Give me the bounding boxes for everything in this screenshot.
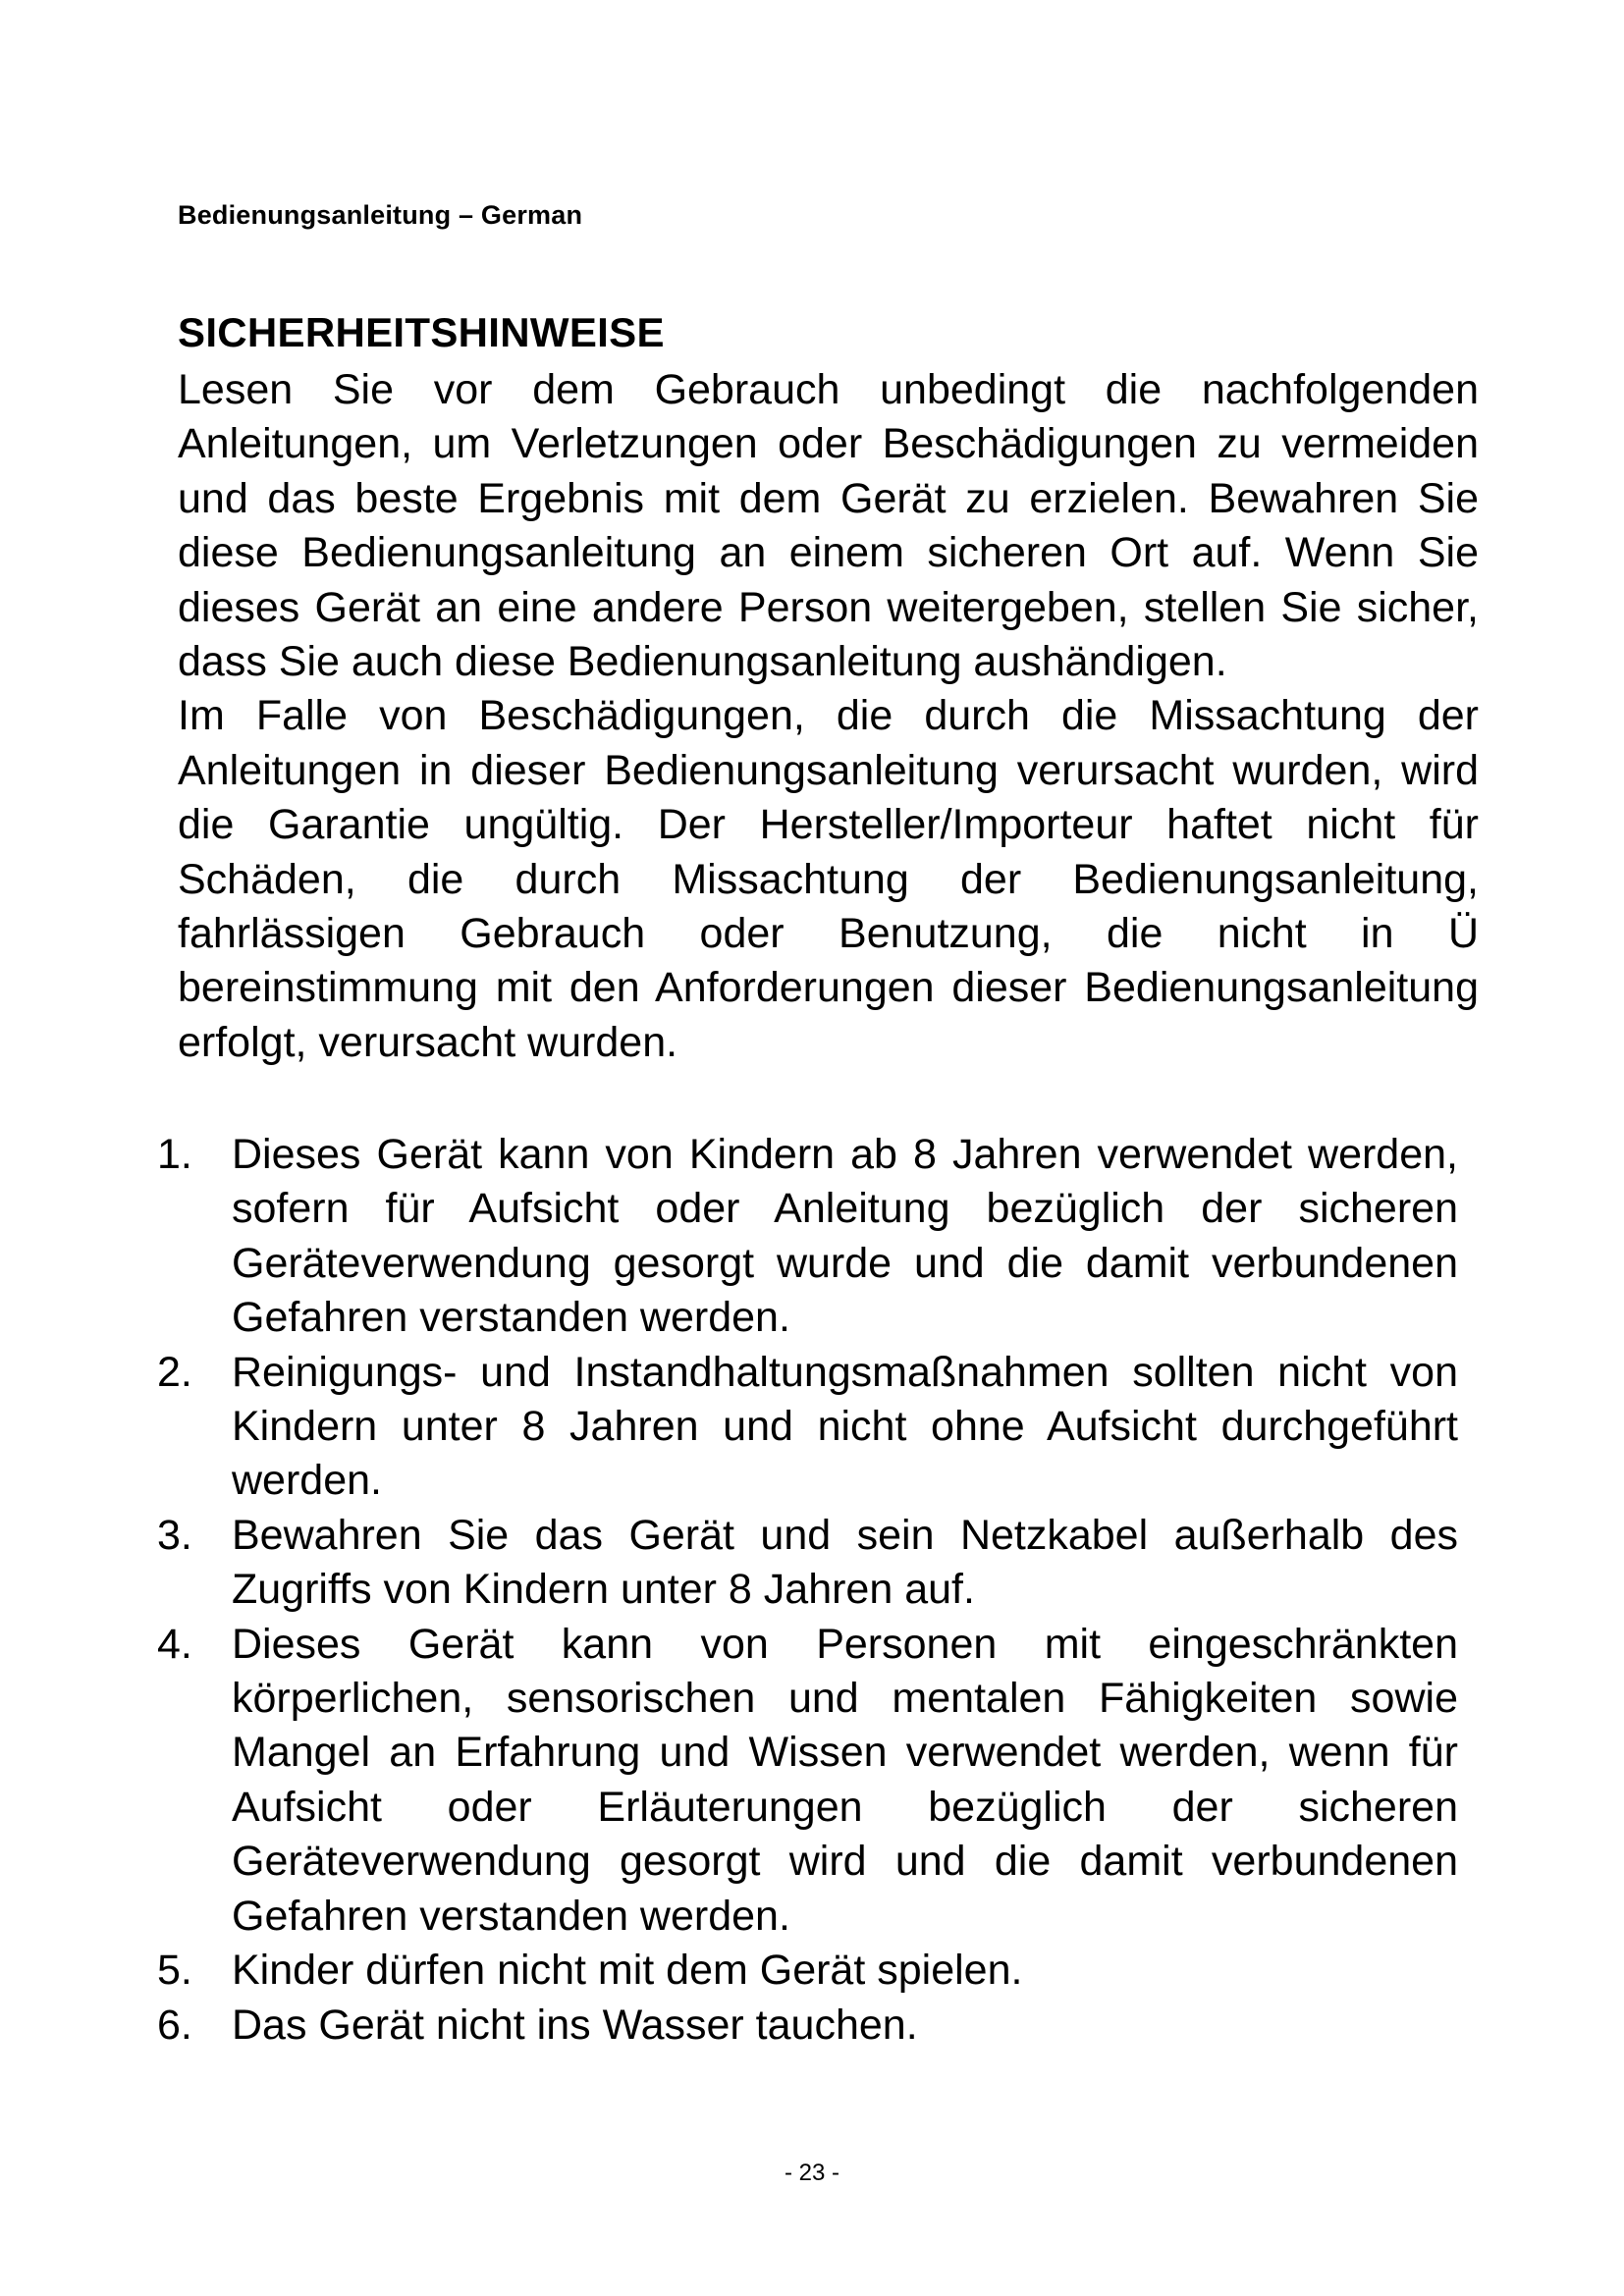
list-item-text: Dieses Gerät kann von Personen mit eingeschränkten körperlichen, sensorischen und mentalen Fähigkeiten sowie Mangel an Erfahrung und Wissen verwendet werden, wenn für Aufsicht oder Erläuterungen bezüglich der sicheren Geräteverwendung gesorgt wird und die damit verbundenen Gefahren verstanden werden. [232, 1620, 1458, 1940]
list-item-number: 5. [157, 1947, 192, 1995]
list-item-text: Dieses Gerät kann von Kindern ab 8 Jahren verwendet werden, sofern für Aufsicht oder Anleitung bezüglich der sicheren Geräteverwendung gesorgt wurde und die damit verbundenen Gefahren verstanden werden. [232, 1131, 1458, 1342]
list-item [157, 1509, 1458, 1618]
list-item-text: Das Gerät nicht ins Wasser tauchen. [232, 2001, 918, 2049]
list-item-number: 2. [157, 1348, 192, 1396]
list-item-number: 1. [157, 1131, 192, 1178]
intro-paragraph: Lesen Sie vor dem Gebrauch unbedingt die nachfolgenden Anleitungen, um Verletzungen oder Beschädigungen zu vermeiden und das beste Ergebnis mit dem Gerät zu erzielen. Bewahren Sie diese Bedienungsanleitung an einem sicheren Ort auf. Wenn Sie dieses Gerät an eine andere Person weitergeben, stellen Sie sicher, dass Sie auch diese Bedienungsanleitung aushändigen. [178, 366, 1479, 686]
document-header: Bedienungsanleitung – German [178, 200, 583, 230]
list-item [157, 1618, 1458, 1944]
intro-paragraph: Im Falle von Beschädigungen, die durch die Missachtung der Anleitungen in dieser Bedienungsanleitung verursacht wurden, wird die Garantie ungültig. Der Hersteller/Importeur haftet nicht für Schäden, die durch Missachtung der Bedienungsanleitung, fahrlässigen Gebrauch oder Benutzung, die nicht in Ü bereinstimmung mit den Anforderungen dieser Bedienungsanleitung erfolgt, verursacht wurden. [178, 692, 1479, 1066]
list-item-text: Reinigungs- und Instandhaltungsmaßnahmen sollten nicht von Kindern unter 8 Jahren und nicht ohne Aufsicht durchgeführt werden. [232, 1348, 1458, 1505]
list-item [157, 1128, 1458, 1346]
page-number: - 23 - [784, 2160, 839, 2186]
list-item [157, 1999, 1458, 2053]
list-item-text: Kinder dürfen nicht mit dem Gerät spielen. [232, 1947, 1023, 1995]
list-item-number: 6. [157, 2001, 192, 2049]
list-item-number: 4. [157, 1620, 192, 1668]
section-title: SICHERHEITSHINWEISE [178, 309, 665, 355]
safety-instructions-list [157, 1128, 1458, 2053]
list-item-text: Bewahren Sie das Gerät und sein Netzkabel außerhalb des Zugriffs von Kindern unter 8 Jahren auf. [232, 1511, 1458, 1614]
list-item [157, 1944, 1458, 1998]
intro-text [178, 363, 1479, 1070]
list-item-number: 3. [157, 1511, 192, 1559]
list-item [157, 1346, 1458, 1509]
